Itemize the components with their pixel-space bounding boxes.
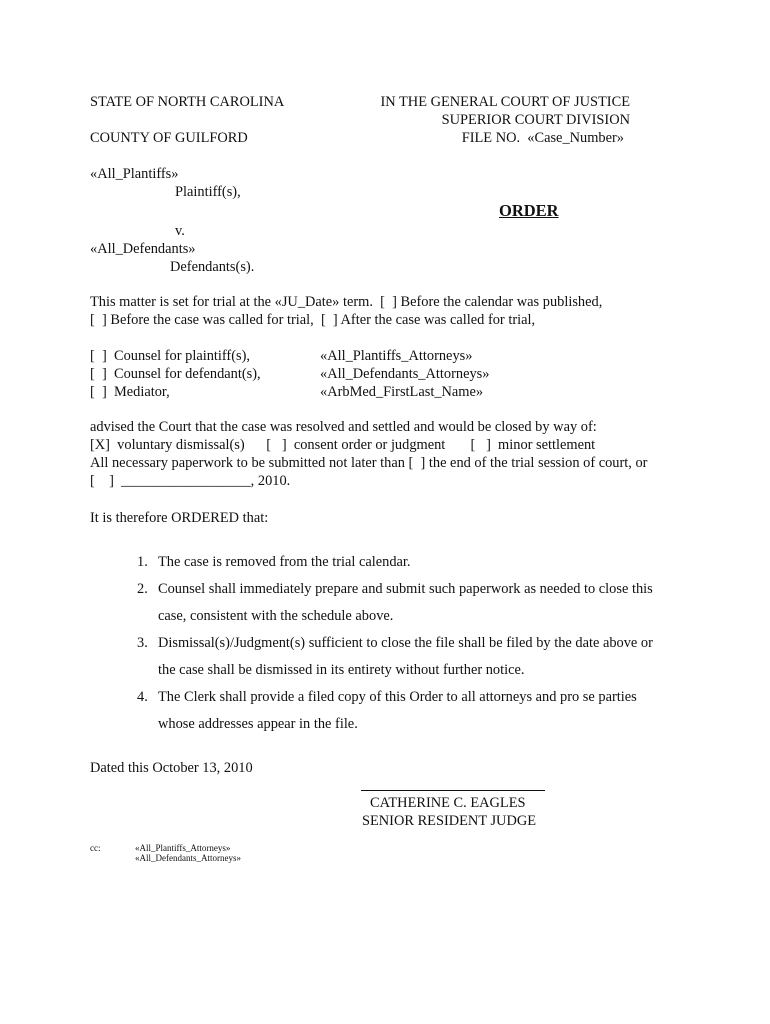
dated-line: Dated this October 13, 2010 <box>90 760 253 776</box>
court-division: SUPERIOR COURT DIVISION <box>441 112 630 128</box>
cc-recipient: «All_Plantiffs_Attorneys» <box>135 843 231 853</box>
resolution-options: [X] voluntary dismissal(s) [ ] consent order or judgment [ ] minor settlement <box>90 437 596 453</box>
court-name: IN THE GENERAL COURT OF JUSTICE <box>380 94 630 110</box>
resolution-line-1: advised the Court that the case was resolved and settled and would be closed by way of: <box>90 419 597 435</box>
cc-label: cc: <box>90 843 101 853</box>
order-text: case, consistent with the schedule above. <box>158 608 394 624</box>
judge-name: CATHERINE C. EAGLES <box>370 795 526 811</box>
party-value: «All_Defendants_Attorneys» <box>320 366 490 382</box>
resolution-date-line: [ ] __________________, 2010. <box>90 473 291 489</box>
county-heading: COUNTY OF GUILFORD <box>90 130 248 146</box>
order-text: The Clerk shall provide a filed copy of this Order to all attorneys and pro se parties <box>158 689 637 705</box>
order-text: Counsel shall immediately prepare and submit such paperwork as needed to close this <box>158 581 653 597</box>
party-label: [ ] Mediator, <box>90 384 170 400</box>
intro-line-1: This matter is set for trial at the «JU_Date» term. [ ] Before the calendar was published, <box>90 294 603 310</box>
order-text: The case is removed from the trial calendar. <box>158 554 411 570</box>
state-heading: STATE OF NORTH CAROLINA <box>90 94 285 110</box>
order-text: Dismissal(s)/Judgment(s) sufficient to close the file shall be filed by the date above or <box>158 635 653 651</box>
order-text: whose addresses appear in the file. <box>158 716 358 732</box>
defendants-name: «All_Defendants» <box>90 241 196 257</box>
plaintiffs-role: Plaintiff(s), <box>175 184 241 200</box>
signature-line <box>361 790 545 791</box>
order-number: 2. <box>137 581 148 597</box>
order-number: 3. <box>137 635 148 651</box>
judge-title: SENIOR RESIDENT JUDGE <box>362 813 537 829</box>
party-label: [ ] Counsel for defendant(s), <box>90 366 261 382</box>
party-value: «ArbMed_FirstLast_Name» <box>320 384 484 400</box>
order-number: 4. <box>137 689 148 705</box>
versus-label: v. <box>175 223 185 239</box>
file-number: FILE NO. «Case_Number» <box>461 130 624 146</box>
order-number: 1. <box>137 554 148 570</box>
resolution-deadline: All necessary paperwork to be submitted not later than [ ] the end of the trial session of court, or <box>90 455 648 471</box>
document-title: ORDER <box>499 201 559 220</box>
order-text: the case shall be dismissed in its entirety without further notice. <box>158 662 525 678</box>
defendants-role: Defendants(s). <box>170 259 255 275</box>
intro-line-2: [ ] Before the case was called for trial, [ ] After the case was called for trial, <box>90 312 536 328</box>
party-label: [ ] Counsel for plaintiff(s), <box>90 348 250 364</box>
ordered-intro: It is therefore ORDERED that: <box>90 510 269 526</box>
party-value: «All_Plantiffs_Attorneys» <box>320 348 473 364</box>
plaintiffs-name: «All_Plantiffs» <box>90 166 179 182</box>
cc-recipient: «All_Defendants_Attorneys» <box>135 853 241 863</box>
